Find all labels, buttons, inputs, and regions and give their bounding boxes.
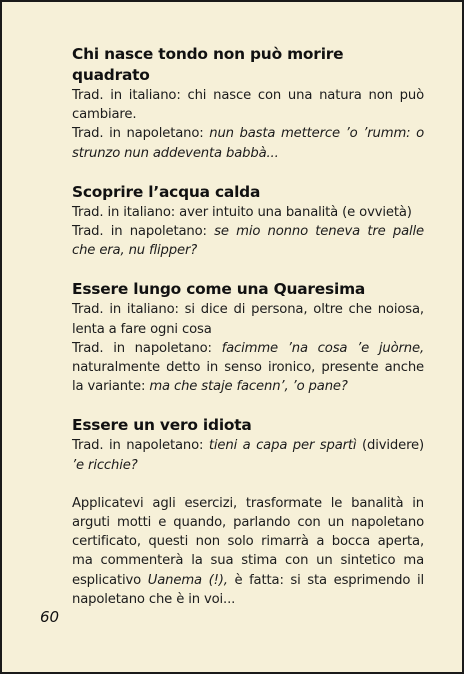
translation-label: Trad. in italiano: [72, 88, 181, 103]
entry-title: Chi nasce tondo non può morire quadrato [72, 45, 344, 84]
closing-text: Applicatevi agli esercizi, trasformate le banalità in arguti motti e quando, parlando con un napoletano certificato, questi non solo rimarrà a bocca aperta, ma commenterà la sua stima con un sintetico ma esplicativo [72, 495, 424, 588]
neapolitan-translation [72, 339, 424, 397]
closing-paragraph [72, 494, 424, 609]
translation-note: naturalmente detto in senso ironico, presente anche la variante: [72, 360, 424, 395]
translation-label: Trad. in napoletano: [72, 224, 207, 240]
translation-variant: ’e ricchie? [72, 457, 138, 473]
closing-word: Uanema (!), [147, 572, 228, 588]
neapolitan-translation [72, 124, 424, 162]
page-number: 60 [40, 608, 60, 626]
page-content [72, 44, 424, 609]
translation-label: Trad. in napoletano: [72, 340, 212, 356]
entry-title: Essere un vero idiota [72, 416, 252, 435]
translation-text: aver intuito una banalità (e ovvietà) [179, 204, 412, 220]
translation-text: facimme ’na cosa ’e juòrne, [221, 340, 424, 356]
neapolitan-translation [72, 436, 424, 474]
translation-label: Trad. in napoletano: [72, 438, 204, 454]
translation-label: Trad. in italiano: [72, 302, 179, 318]
translation-label: Trad. in italiano: [72, 204, 176, 220]
translation-text: tieni a capa per spartì [208, 438, 357, 454]
closing-text-end: è fatta: si sta esprimendo il napoletano che è in voi... [72, 572, 424, 607]
entry-2 [72, 182, 424, 261]
italian-translation [72, 300, 424, 338]
entry-1 [72, 44, 424, 163]
translation-variant: ma che staje facenn’, ’o pane? [149, 379, 348, 395]
translation-text: se mio nonno teneva tre palle che era, nu flipper? [72, 224, 425, 259]
entry-title: Scoprire l’acqua calda [72, 182, 261, 201]
translation-text: si dice di persona, oltre che noiosa, lenta a fare ogni cosa [72, 302, 424, 337]
translation-label: Trad. in napoletano: [72, 126, 204, 142]
entry-title: Essere lungo come una Quaresima [72, 280, 366, 299]
translation-text: nun basta metterce ’o ’rumm: o strunzo nun addeventa babbà... [72, 126, 424, 161]
entry-4 [72, 415, 424, 474]
translation-text: chi nasce con una natura non può cambiare. [72, 88, 424, 123]
translation-note: (dividere) [361, 438, 425, 454]
entry-3 [72, 279, 424, 396]
book-page [2, 2, 462, 672]
italian-translation [72, 86, 424, 124]
italian-translation [72, 203, 424, 222]
neapolitan-translation [72, 222, 424, 260]
